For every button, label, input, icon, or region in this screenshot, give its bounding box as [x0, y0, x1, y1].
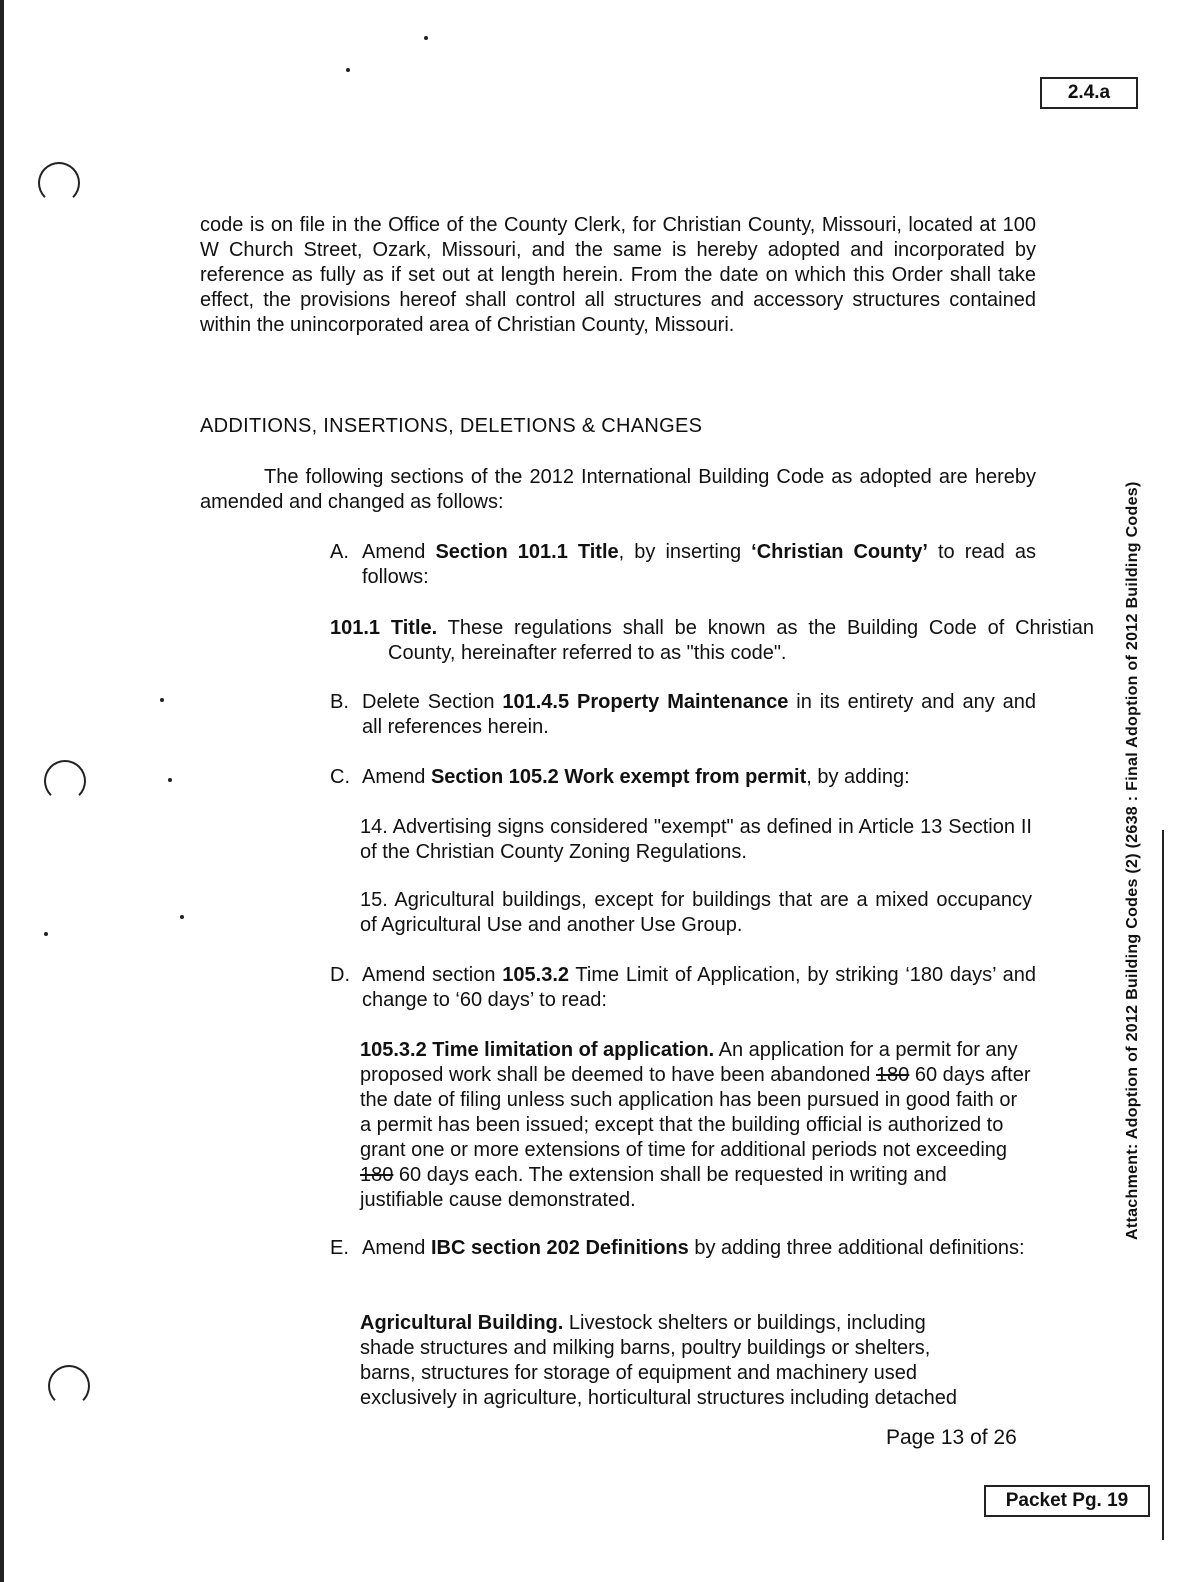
- scan-speck: [424, 36, 428, 40]
- item-text-part: Delete Section: [362, 691, 503, 713]
- page-left-edge: [0, 0, 4, 1582]
- right-margin-rule: [1162, 830, 1164, 1540]
- agenda-item-tag: [1040, 77, 1138, 109]
- item-text-part: to read as follows:: [362, 541, 1036, 588]
- item-text-part: in its entirety and any and all references herein.: [362, 691, 1037, 738]
- item-text-part: Amend: [362, 541, 436, 563]
- attachment-sidebar-label: Attachment: Adoption of 2012 Building Codes (2) (2638 : Final Adoption of 2012 Building Codes): [1124, 481, 1141, 1240]
- item-letter: B.: [330, 691, 349, 713]
- scan-speck: [346, 68, 350, 72]
- binder-hole-2: [44, 760, 86, 802]
- section-101-1-text: [330, 616, 1094, 666]
- section-lead: 101.1 Title.: [330, 617, 438, 639]
- item-letter: C.: [330, 766, 350, 788]
- opening-paragraph: code is on file in the Office of the County Clerk, for Christian County, Missouri, located at 100 W Church Street, Ozark, Missouri, and the same is hereby adopted and incorporated by reference as fully as if set out at length herein. From the date on which this Order shall take effect, the provisions hereof shall control all structures and accessory structures contained within the unincorporated area of Christian County, Missouri.: [200, 214, 1036, 336]
- item-text: [362, 540, 1036, 590]
- struck-value: 180: [360, 1164, 394, 1186]
- struck-value: 180: [875, 1064, 910, 1086]
- exempt-item-14: 14. Advertising signs considered "exempt" as defined in Article 13 Section II of the Christian County Zoning Regulations.: [360, 816, 1032, 863]
- item-text-part: by adding three additional definitions:: [688, 1237, 1025, 1259]
- item-text: [362, 1236, 1036, 1261]
- item-bold-reference: Section 101.1 Title: [435, 541, 619, 563]
- item-bold-reference: Section 105.2 Work exempt from permit: [430, 766, 807, 788]
- item-text-part: Time Limit of Application, by striking ‘180 days’ and change to ‘60 days’ to read:: [362, 964, 1036, 1011]
- scan-speck: [180, 915, 184, 919]
- amendment-item-e: [330, 1236, 1036, 1261]
- item-bold-reference: 101.4.5 Property Maintenance: [502, 691, 789, 713]
- item-text-part: Amend: [362, 1237, 431, 1259]
- intro-paragraph: The following sections of the 2012 International Building Code as adopted are hereby amended and changed as follows:: [200, 466, 1036, 513]
- amendment-item-d: [330, 963, 1036, 1013]
- section-body: 60 days each. The extension shall be requested in writing and justifiable cause demonstrated.: [360, 1164, 947, 1211]
- section-body: An application for a permit for any proposed work shall be deemed to have been abandoned: [360, 1039, 1018, 1086]
- item-letter: D.: [330, 964, 350, 986]
- scan-speck: [160, 698, 164, 702]
- section-heading: ADDITIONS, INSERTIONS, DELETIONS & CHANGES: [200, 415, 703, 437]
- item-letter: A.: [330, 541, 349, 563]
- page-number: Page 13 of 26: [886, 1426, 1017, 1449]
- section-105-3-2-text: [360, 1038, 1032, 1213]
- amendment-item-b: [330, 690, 1036, 740]
- exempt-item-15: 15. Agricultural buildings, except for buildings that are a mixed occupancy of Agricultural Use and another Use Group.: [360, 889, 1032, 936]
- scan-speck: [44, 932, 48, 936]
- amendment-item-c: [330, 765, 1036, 790]
- item-text-part: , by adding:: [806, 766, 910, 788]
- definition-term: Agricultural Building.: [360, 1312, 564, 1334]
- packet-page-box: [984, 1485, 1150, 1517]
- binder-hole-3: [48, 1365, 90, 1407]
- packet-page-text: Packet Pg. 19: [1005, 1490, 1129, 1511]
- item-text: [362, 690, 1036, 740]
- binder-hole-1: [38, 162, 80, 204]
- item-bold-reference: IBC section 202 Definitions: [430, 1237, 689, 1259]
- item-text-part: Amend: [362, 766, 431, 788]
- item-text-part: , by inserting: [618, 541, 752, 563]
- item-letter: E.: [330, 1237, 349, 1259]
- item-text-part: Amend section: [362, 964, 503, 986]
- agenda-item-tag-text: 2.4.a: [1067, 82, 1111, 103]
- section-body: 60 days after the date of filing unless such application has been pursued in good faith or a permit has been issued; except that the building official is authorized to grant one or more extensions of time for additional periods not exceeding: [360, 1064, 1031, 1161]
- scan-speck: [168, 778, 172, 782]
- item-text: [362, 765, 1036, 790]
- definition-body: Livestock shelters or buildings, including shade structures and milking barns, poultry buildings or shelters, barns, structures for storage of equipment and machinery used exclusively in agriculture, horticultural structures including detached: [360, 1312, 957, 1409]
- definition-agricultural-building: [360, 1311, 972, 1411]
- section-lead: 105.3.2 Time limitation of application.: [360, 1039, 715, 1061]
- item-bold-reference: 105.3.2: [502, 964, 569, 986]
- section-body: These regulations shall be known as the Building Code of Christian County, hereinafter referred to as "this code".: [388, 617, 1094, 664]
- amendment-item-a: [330, 540, 1036, 590]
- item-bold-reference: ‘Christian County’: [751, 541, 928, 563]
- item-text: [362, 963, 1036, 1013]
